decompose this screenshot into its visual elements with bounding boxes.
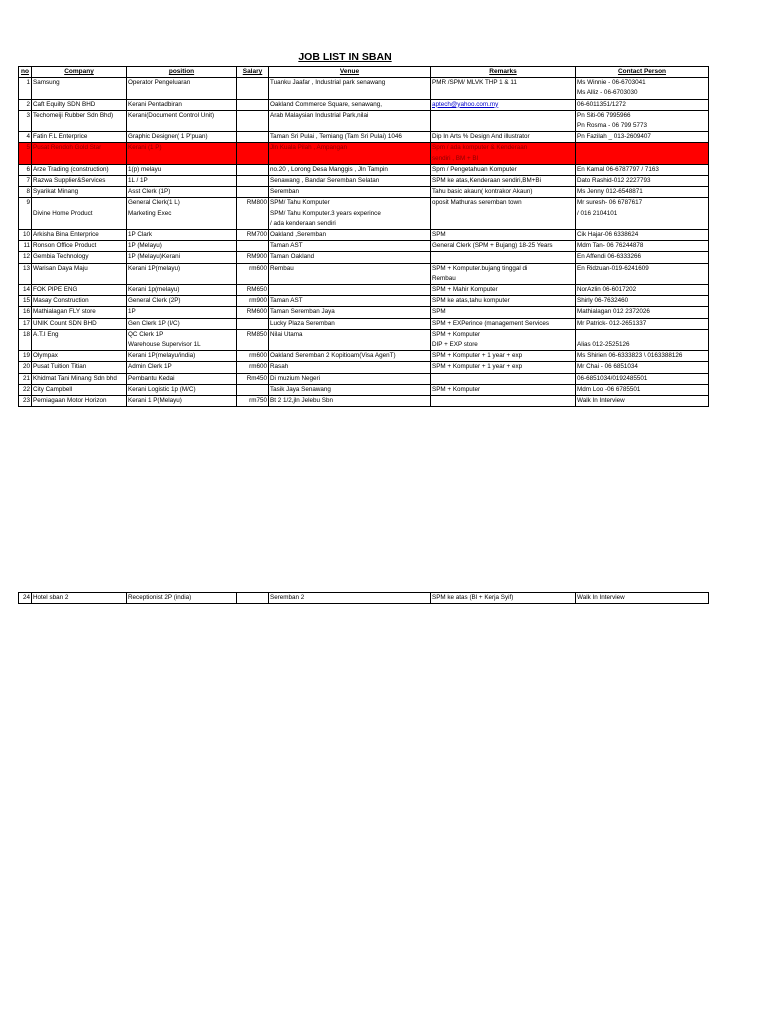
cell-salary — [237, 340, 269, 351]
cell-remarks: SPM — [431, 230, 576, 241]
cell-contact — [576, 154, 709, 165]
cell-company: Divine Home Product — [32, 209, 127, 219]
cell-salary — [237, 318, 269, 329]
cell-contact: Shirly 06-7632460 — [576, 296, 709, 307]
cell-company: UNIK Count SDN BHD — [32, 318, 127, 329]
cell-contact: / 016 2104101 — [576, 209, 709, 219]
cell-venue: Taman Seremban Jaya — [269, 307, 431, 318]
cell-position: Asst Clerk (1P) — [127, 187, 237, 198]
cell-remarks — [431, 88, 576, 99]
cell-venue: Rasah — [269, 362, 431, 373]
cell-company: City Campbell — [32, 384, 127, 395]
cell-no: 20 — [19, 362, 32, 373]
email-link[interactable]: aptech@yahoo.com.my — [432, 100, 499, 108]
cell-salary — [237, 593, 269, 604]
cell-no: 19 — [19, 351, 32, 362]
cell-no — [19, 88, 32, 99]
cell-remarks: DIP + EXP store — [431, 340, 576, 351]
cell-contact: 06-6011351/1272 — [576, 99, 709, 110]
cell-company: Pusat Tuition Titian — [32, 362, 127, 373]
table-row — [19, 78, 709, 89]
cell-position: Kerani 1 P(Melayu) — [127, 396, 237, 407]
header-contact: Contact Person — [576, 67, 709, 78]
cell-no: 7 — [19, 176, 32, 187]
cell-no: 5 — [19, 143, 32, 154]
cell-company: Razwa Supplier&Services — [32, 176, 127, 187]
cell-salary: Rm450 — [237, 373, 269, 384]
cell-position — [127, 154, 237, 165]
cell-contact: Ms Jenny 012-6548871 — [576, 187, 709, 198]
cell-venue: Taman Sri Pulai , Temiang (Tam Sri Pulai) 1046 — [269, 132, 431, 143]
header-venue: Venue — [269, 67, 431, 78]
cell-position: Gen Clerk 1P (I/C) — [127, 318, 237, 329]
cell-remarks — [431, 373, 576, 384]
cell-contact — [576, 329, 709, 340]
cell-salary — [237, 154, 269, 165]
cell-position: General Clerk (2P) — [127, 296, 237, 307]
cell-salary — [237, 274, 269, 285]
cell-salary — [237, 384, 269, 395]
cell-remarks: sendiri , BM + BI — [431, 154, 576, 165]
cell-contact — [576, 274, 709, 285]
cell-remarks: SPM ke atas,Kenderaan sendiri,BM+Bi — [431, 176, 576, 187]
cell-remarks: SPM ke atas (Bl + Kerja Syif) — [431, 593, 576, 604]
cell-position — [127, 121, 237, 132]
cell-salary — [237, 99, 269, 110]
cell-position — [127, 219, 237, 230]
header-company: Company — [32, 67, 127, 78]
cell-company: Ronson Office Product — [32, 241, 127, 252]
table-row — [19, 296, 709, 307]
cell-contact: Pn Rosma - 06 799 5773 — [576, 121, 709, 132]
cell-no — [19, 340, 32, 351]
cell-company: Pusat Rendoh Gold Star — [32, 143, 127, 154]
cell-no: 21 — [19, 373, 32, 384]
cell-salary — [237, 143, 269, 154]
cell-company: Masay Construction — [32, 296, 127, 307]
cell-contact: Mr Patrick- 012-2651337 — [576, 318, 709, 329]
cell-venue: SPM/ Tahu Komputer — [269, 198, 431, 209]
cell-salary — [237, 132, 269, 143]
table-row — [19, 88, 709, 99]
header-position: position — [127, 67, 237, 78]
cell-remarks: SPM + Komputer + 1 year + exp — [431, 362, 576, 373]
cell-remarks — [431, 396, 576, 407]
cell-contact — [576, 219, 709, 230]
table-row — [19, 132, 709, 143]
cell-venue — [269, 154, 431, 165]
cell-venue — [269, 340, 431, 351]
cell-no: 13 — [19, 263, 32, 274]
cell-contact: Walk In Interview — [576, 396, 709, 407]
cell-remarks — [431, 252, 576, 263]
page-title: JOB LIST IN SBAN — [298, 51, 392, 63]
cell-company: Caft Equilty SDN BHD — [32, 99, 127, 110]
cell-salary: RM650 — [237, 285, 269, 296]
table-row — [19, 99, 709, 110]
cell-company: Samsung — [32, 78, 127, 89]
cell-position — [127, 88, 237, 99]
table-row — [19, 121, 709, 132]
cell-remarks: Spm / ada komputer & Kenderaan — [431, 143, 576, 154]
cell-venue: Rembau — [269, 263, 431, 274]
cell-contact: Mr Chai - 06 6851034 — [576, 362, 709, 373]
cell-company: Olympax — [32, 351, 127, 362]
cell-company: Gembia Technology — [32, 252, 127, 263]
cell-contact: Pn Siti-06 7995966 — [576, 110, 709, 121]
cell-company: Techomeiji Rubber Sdn Bhd) — [32, 110, 127, 121]
cell-position: Kerani 1P(melayu) — [127, 263, 237, 274]
cell-remarks: Dip In Arts % Design And illustrator — [431, 132, 576, 143]
cell-no — [19, 121, 32, 132]
cell-contact: Mr suresh- 06 6787617 — [576, 198, 709, 209]
cell-salary — [237, 164, 269, 175]
cell-remarks: Rembau — [431, 274, 576, 285]
cell-venue: Senawang , Bandar Seremban Selatan — [269, 176, 431, 187]
cell-no: 22 — [19, 384, 32, 395]
cell-salary — [237, 121, 269, 132]
cell-contact: Pn Fazilah _ 013-2609407 — [576, 132, 709, 143]
cell-company — [32, 340, 127, 351]
cell-position — [127, 274, 237, 285]
cell-company — [32, 198, 127, 209]
cell-remarks: Spm / Pengetahuan Komputer — [431, 164, 576, 175]
cell-no — [19, 154, 32, 165]
table-row — [19, 241, 709, 252]
cell-remarks: SPM + Mahir Komputer — [431, 285, 576, 296]
cell-company — [32, 121, 127, 132]
cell-no: 2 — [19, 99, 32, 110]
table-row — [19, 263, 709, 274]
cell-position: 1(p) melayu — [127, 164, 237, 175]
cell-position: Marketing Exec — [127, 209, 237, 219]
table-row — [19, 154, 709, 165]
cell-company — [32, 274, 127, 285]
table-row — [19, 373, 709, 384]
cell-salary — [237, 187, 269, 198]
cell-venue: Oakland Seremban 2 Kopitioam(Visa AgenT) — [269, 351, 431, 362]
cell-venue: SPM/ Tahu Komputer.3 years experince — [269, 209, 431, 219]
cell-remarks: SPM + Komputer.bujang tinggal di — [431, 263, 576, 274]
cell-remarks: SPM + Komputer — [431, 329, 576, 340]
cell-contact: Ms Winnie - 06-6703041 — [576, 78, 709, 89]
cell-no: 23 — [19, 396, 32, 407]
cell-salary: rm750 — [237, 396, 269, 407]
cell-salary: RM800 — [237, 198, 269, 209]
table-row — [19, 384, 709, 395]
cell-remarks: General Clerk (SPM + Bujang) 18-25 Years — [431, 241, 576, 252]
cell-position: 1P (Melayu) — [127, 241, 237, 252]
cell-remarks — [431, 219, 576, 230]
table-row — [19, 252, 709, 263]
cell-contact: Ms Shirien 06-6333823 \ 0163388126 — [576, 351, 709, 362]
cell-remarks: PMR /SPM/ MLVK THP 1 & 11 — [431, 78, 576, 89]
cell-contact: Ms Alliz - 06-6703030 — [576, 88, 709, 99]
cell-position: Kerani 1P(melayu/india) — [127, 351, 237, 362]
table-row — [19, 110, 709, 121]
header-no: no — [19, 67, 32, 78]
table-row — [19, 143, 709, 154]
table-row — [19, 329, 709, 340]
cell-contact: En Affendi 06-6333266 — [576, 252, 709, 263]
cell-contact: Alias 012-2525126 — [576, 340, 709, 351]
cell-salary: RM900 — [237, 252, 269, 263]
table-row — [19, 396, 709, 407]
job-list-table — [18, 66, 709, 407]
cell-salary: RM700 — [237, 230, 269, 241]
cell-company: Khidmat Tani Minang Sdn bhd — [32, 373, 127, 384]
cell-venue: Arab Malaysian Industrial Park,nilai — [269, 110, 431, 121]
table-row — [19, 593, 709, 604]
cell-no: 9 — [19, 198, 32, 209]
cell-salary: rm600 — [237, 263, 269, 274]
cell-contact: Walk In Interview — [576, 593, 709, 604]
cell-company: Warisan Daya Maju — [32, 263, 127, 274]
cell-company: A.T.I Eng — [32, 329, 127, 340]
cell-venue: Di muzium Negeri — [269, 373, 431, 384]
cell-no — [19, 274, 32, 285]
cell-no: 15 — [19, 296, 32, 307]
cell-venue: Lucky Plaza Seremban — [269, 318, 431, 329]
cell-company — [32, 88, 127, 99]
cell-venue: Oakland Commerce Square, senawang, — [269, 99, 431, 110]
cell-company: Fatin F.L Enterprice — [32, 132, 127, 143]
cell-salary — [237, 219, 269, 230]
table-row — [19, 340, 709, 351]
cell-salary: rm600 — [237, 362, 269, 373]
cell-position: Kerani(Document Control Unit) — [127, 110, 237, 121]
table-row — [19, 362, 709, 373]
cell-remarks: Tahu basic akaun( kontrakor Akaun) — [431, 187, 576, 198]
cell-company: Perniagaan Motor Horizon — [32, 396, 127, 407]
cell-contact: Mathialagan 012 2372026 — [576, 307, 709, 318]
cell-no — [19, 209, 32, 219]
cell-venue — [269, 121, 431, 132]
cell-company: Mathialagan FLY store — [32, 307, 127, 318]
cell-remarks: SPM — [431, 307, 576, 318]
table-row — [19, 187, 709, 198]
cell-remarks — [431, 209, 576, 219]
table-row — [19, 307, 709, 318]
cell-salary — [237, 176, 269, 187]
cell-venue — [269, 88, 431, 99]
cell-no: 3 — [19, 110, 32, 121]
cell-position: General Clerk(1 L) — [127, 198, 237, 209]
cell-position: QC Clerk 1P — [127, 329, 237, 340]
cell-remarks: SPM + EXPerince (management Services — [431, 318, 576, 329]
cell-no: 6 — [19, 164, 32, 175]
cell-venue: Taman Oakland — [269, 252, 431, 263]
cell-no: 14 — [19, 285, 32, 296]
cell-salary: RM600 — [237, 307, 269, 318]
cell-position: Kerani Pentadbiran — [127, 99, 237, 110]
cell-salary — [237, 209, 269, 219]
cell-venue: Taman AST — [269, 296, 431, 307]
cell-venue: Seremban 2 — [269, 593, 431, 604]
cell-remarks[interactable] — [431, 99, 576, 110]
cell-no: 16 — [19, 307, 32, 318]
table-row — [19, 351, 709, 362]
cell-company: Arze Trading (construction) — [32, 164, 127, 175]
cell-remarks: SPM + Komputer + 1 year + exp — [431, 351, 576, 362]
cell-venue: Tuanku Jaafar , Industrial park senawang — [269, 78, 431, 89]
cell-remarks: oposit Mathuras seremban town — [431, 198, 576, 209]
cell-position: Graphic Designer( 1 P'puan) — [127, 132, 237, 143]
cell-salary — [237, 88, 269, 99]
cell-contact: En Ridzuan-019-6241609 — [576, 263, 709, 274]
cell-position: 1P — [127, 307, 237, 318]
cell-venue: Nilai Utama — [269, 329, 431, 340]
cell-position: Admin Clerk 1P — [127, 362, 237, 373]
cell-no: 8 — [19, 187, 32, 198]
cell-contact: NorAzlin 06-6017202 — [576, 285, 709, 296]
cell-company: Hotel sban 2 — [32, 593, 127, 604]
header-remarks: Remarks — [431, 67, 576, 78]
cell-venue: Taman AST — [269, 241, 431, 252]
cell-venue — [269, 285, 431, 296]
cell-salary: RM850 — [237, 329, 269, 340]
cell-contact: En Kamal 06-6787797 / 7163 — [576, 164, 709, 175]
cell-company: Arkisha Bina Enterprice — [32, 230, 127, 241]
cell-no: 10 — [19, 230, 32, 241]
cell-position: 1P Clark — [127, 230, 237, 241]
cell-no: 17 — [19, 318, 32, 329]
cell-company: Syarikat Minang — [32, 187, 127, 198]
cell-venue: no.20 , Lorong Desa Manggis , Jln Tampin — [269, 164, 431, 175]
table-row — [19, 176, 709, 187]
cell-company — [32, 219, 127, 230]
cell-position: Kerani (1 P) — [127, 143, 237, 154]
cell-contact — [576, 143, 709, 154]
cell-salary — [237, 78, 269, 89]
cell-salary: rm600 — [237, 351, 269, 362]
cell-position: Kerani Logistic 1p (M/C) — [127, 384, 237, 395]
cell-position: Kerani 1p(melayu) — [127, 285, 237, 296]
cell-no — [19, 219, 32, 230]
cell-position: Warehouse Supervisor 1L — [127, 340, 237, 351]
cell-venue: Bt 2 1/2,jln Jelebu Sbn — [269, 396, 431, 407]
cell-venue: Seremban — [269, 187, 431, 198]
cell-position: 1L / 1P — [127, 176, 237, 187]
cell-company: FOK PIPE ENG — [32, 285, 127, 296]
cell-salary — [237, 241, 269, 252]
cell-no: 1 — [19, 78, 32, 89]
table-row — [19, 230, 709, 241]
cell-contact: 06-6851034/0192485501 — [576, 373, 709, 384]
cell-contact: Mdm Tan- 06 76244878 — [576, 241, 709, 252]
cell-no: 4 — [19, 132, 32, 143]
cell-venue — [269, 274, 431, 285]
cell-no: 12 — [19, 252, 32, 263]
cell-position: Operator Pengeluaran — [127, 78, 237, 89]
cell-venue: Oakland ,Seremban — [269, 230, 431, 241]
table-row — [19, 285, 709, 296]
cell-remarks: SPM + Komputer — [431, 384, 576, 395]
cell-no: 24 — [19, 593, 32, 604]
cell-contact: Mdm Loo -06 6785501 — [576, 384, 709, 395]
table-row — [19, 209, 709, 219]
cell-no: 11 — [19, 241, 32, 252]
cell-company — [32, 154, 127, 165]
cell-contact: Cik Hajar-06 6338624 — [576, 230, 709, 241]
cell-venue: / ada kenderaan sendiri — [269, 219, 431, 230]
cell-contact: Dato Rashid-012 2227793 — [576, 176, 709, 187]
table-row — [19, 164, 709, 175]
cell-no: 18 — [19, 329, 32, 340]
cell-venue: Jln Kuala Pilah , Ampangan — [269, 143, 431, 154]
cell-venue: Tasik Jaya Senawang — [269, 384, 431, 395]
table-row — [19, 318, 709, 329]
header-salary: Salary — [237, 67, 269, 78]
table-row — [19, 274, 709, 285]
cell-position: 1P (Melayu)Kerani — [127, 252, 237, 263]
job-list-extra-table — [18, 592, 709, 604]
cell-remarks — [431, 121, 576, 132]
cell-remarks: SPM ke atas,tahu komputer — [431, 296, 576, 307]
table-row — [19, 219, 709, 230]
cell-position: Pembantu Kedai — [127, 373, 237, 384]
cell-remarks — [431, 110, 576, 121]
cell-position: Receptionist 2P (india) — [127, 593, 237, 604]
table-header-row — [19, 67, 709, 78]
cell-salary: rm900 — [237, 296, 269, 307]
table-row — [19, 198, 709, 209]
cell-salary — [237, 110, 269, 121]
